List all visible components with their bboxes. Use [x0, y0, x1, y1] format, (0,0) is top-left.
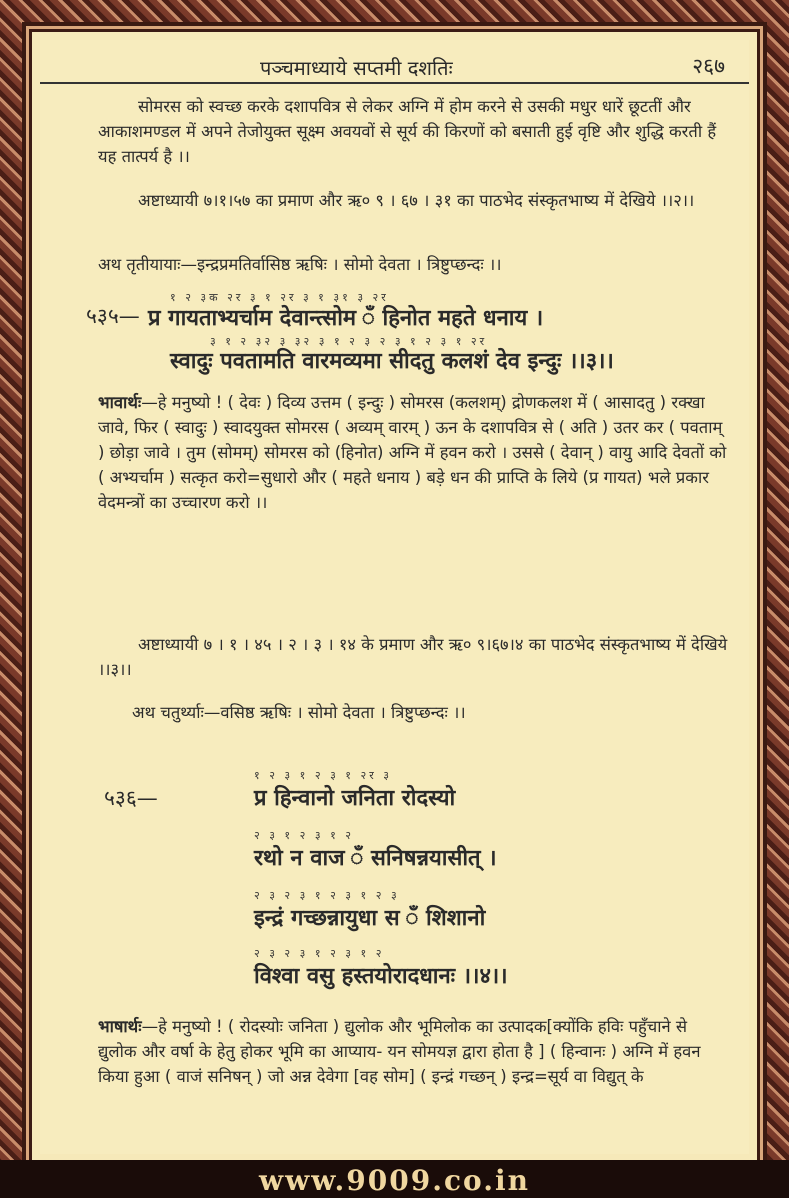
mantra-536-line-1: प्र हिन्वानो जनिता रोदस्यो — [254, 786, 456, 811]
mantra-535-accent-marks-2: ३ १ २ ३२ ३ ३२ ३ १ २ ३ २ ३ १ २ ३ १ २र — [210, 335, 488, 348]
paragraph-reference-2: अष्टाध्यायी ७।१।५७ का प्रमाण और ऋ० ९ । ६७ । ३१ का पाठभेद संस्कृतभाष्य में देखिये ।।२।। — [138, 191, 695, 210]
mantra-535-accent-marks-1: १ २ ३क २र ३ १ २र ३ १ ३१ ३ २र — [170, 291, 389, 304]
paragraph-reference-3: अष्टाध्यायी ७ । १ । ४५ । २ । ३ । १४ के प्रमाण और ऋ० ९।६७।४ का पाठभेद संस्कृतभाष्य में देखिये ।।३।। — [98, 635, 728, 679]
site-footer — [0, 1160, 789, 1198]
page-header — [40, 48, 749, 84]
bhavarth-label: भावार्थः — [98, 393, 142, 412]
bhavarth-535 — [98, 390, 728, 515]
page-number: २६७ — [692, 54, 725, 78]
mantra-536-accent-marks-2: २ ३ १ २ ३ १ २ — [254, 829, 355, 842]
paragraph-meaning: सोमरस को स्वच्छ करके दशापवित्र से लेकर अग्नि में होम करने से उसकी मधुर धारें छूटतीं और आकाशमण्डल में अपने तेजोयुक्त सूक्ष्म अवयवों से सूर्य की किरणों को बसाती हुई वृष्टि और शुद्धि करती हैं यह तात्पर्य है ।। — [98, 97, 717, 166]
chapter-title: पञ्चमाध्याये सप्तमी दशतिः — [260, 56, 453, 80]
mantra-536-intro: अथ चतुर्थ्याः—वसिष्ठ ऋषिः । सोमो देवता । त्रिष्टुप्छन्दः ।। — [132, 703, 466, 722]
mantra-536-line-3: इन्द्रं गच्छन्नायुधा स ँ शिशानो — [254, 906, 486, 931]
mantra-535-intro: अथ तृतीयायाः—इन्द्रप्रमतिर्वासिष्ठ ऋषिः । सोमो देवता । त्रिष्टुप्छन्दः ।। — [98, 255, 502, 274]
mantra-535-line-1: प्र गायताभ्यर्चाम देवान्त्सोम ँ हिनोत महते धनाय । — [148, 306, 544, 331]
mantra-536-accent-marks-4: २ ३ २ ३ १ २ ३ १ २ — [254, 947, 385, 960]
mantra-536-line-2: रथो न वाज ँ सनिषन्नयासीत् । — [254, 846, 497, 871]
bhavarth-text: —हे मनुष्यो ! ( देवः ) दिव्य उत्तम ( इन्दुः ) सोमरस (कलशम्) द्रोणकलश में ( आसादतु ) रक्खा जावे, फिर ( स्वादुः ) स्वादयुक्त सोमरस ( अव्यम् वारम् ) ऊन के दशापवित्र से ( अति ) उतर कर ( पवताम् ) छोड़ा जावे । तुम (सोमम्) सोमरस को (हिनोत) अग्नि में हवन करो । उससे ( देवान् ) वायु आदि देवतों को ( अभ्यर्चाम ) सत्कृत करो=सुधारो और ( महते धनाय ) बड़े धन की प्राप्ति के लिये (प्र गायत) भले प्रकार वेदमन्त्रों का उच्चारण करो ।। — [98, 393, 727, 512]
mantra-536-accent-marks-1: १ २ ३ १ २ ३ १ २र ३ — [254, 769, 392, 782]
mantra-536-accent-marks-3: २ ३ २ ३ १ २ ३ १ २ ३ — [254, 889, 400, 902]
bhasharth-text: —हे मनुष्यो ! ( रोदस्योः जनिता ) द्युलोक और भूमिलोक का उत्पादक[क्योंकि हविः पहुँचाने से द्युलोक और वर्षा के हेतु होकर भूमि का आप्याय- यन सोमयज्ञ द्वारा होता है ] ( हिन्वानः ) अग्नि में हवन किया हुआ ( वाजं सनिषन् ) जो अन्न देवेगा [वह सोम] ( इन्द्रं गच्छन् ) इन्द्र=सूर्य वा विद्युत् के — [98, 1017, 701, 1086]
bhasharth-label: भाषार्थः — [98, 1017, 142, 1036]
book-page — [40, 40, 749, 1154]
bhavarth-536 — [98, 1014, 728, 1089]
mantra-535-line-2: स्वादुः पवतामति वारमव्यमा सीदतु कलशं देव इन्दुः ।।३।। — [170, 349, 614, 374]
website-url[interactable]: www.9009.co.in — [259, 1164, 530, 1197]
mantra-536-number: ५३६— — [104, 786, 158, 810]
mantra-535-number: ५३५— — [86, 304, 140, 328]
mantra-536-line-4: विश्वा वसु हस्तयोरादधानः ।।४।। — [254, 964, 508, 989]
